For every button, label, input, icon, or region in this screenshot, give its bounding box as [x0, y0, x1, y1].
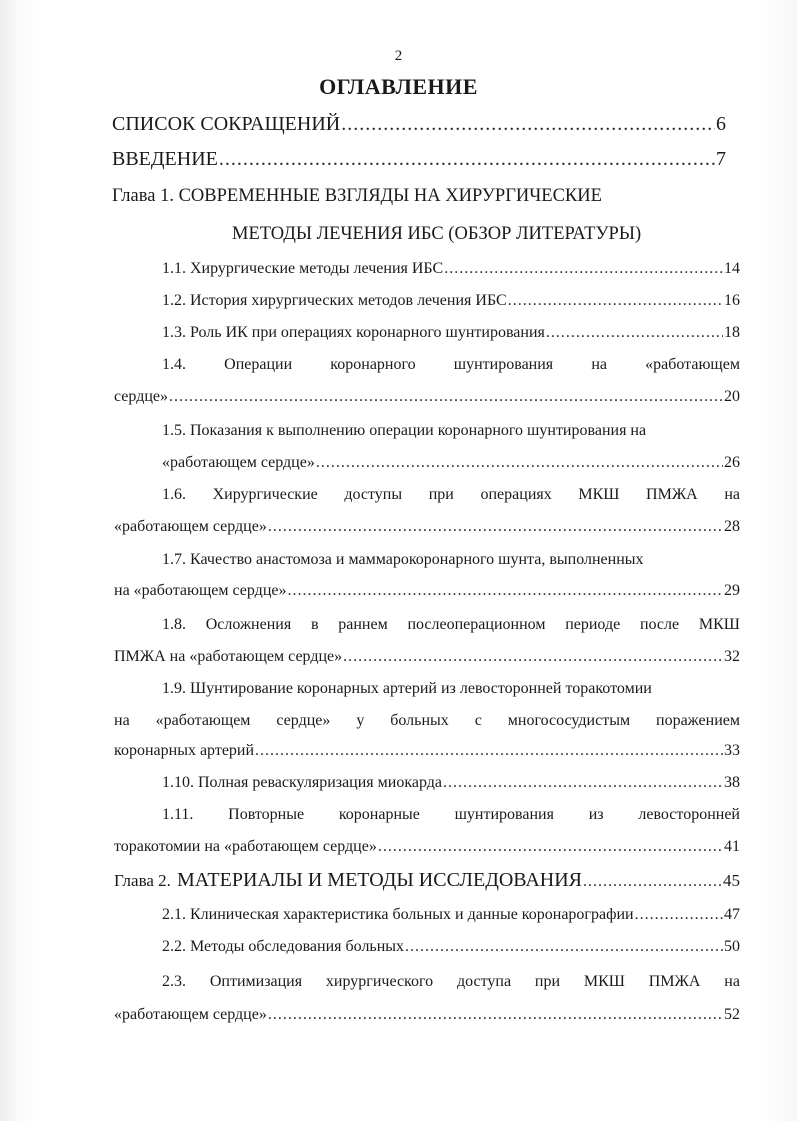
toc-entry-2-3-cont: «работающем сердце» ..... 52: [114, 1006, 740, 1024]
toc-entry-1-5-cont: «работающем сердце» ..... 26: [162, 454, 740, 472]
toc-entry-1-1[interactable]: 1.1. Хирургические методы лечения ИБС ..... 14: [162, 260, 740, 278]
dot-leader: [343, 648, 723, 666]
toc-entry-abbreviations[interactable]: СПИСОК СОКРАЩЕНИЙ ..... 6: [112, 113, 726, 136]
dot-leader: [219, 148, 715, 171]
dot-leader: [443, 774, 723, 792]
toc-entry-2-2[interactable]: 2.2. Методы обследования больных ..... 50: [162, 938, 740, 956]
dot-leader: [378, 838, 723, 856]
toc-entry-2-1[interactable]: 2.1. Клиническая характеристика больных и данные коронарографии ..... 47: [162, 906, 740, 924]
dot-leader: [405, 938, 723, 956]
toc-entry-1-4-cont: сердце» ..... 20: [114, 388, 740, 406]
toc-entry-1-7[interactable]: 1.7. Качество анастомоза и маммарокоронарного шунта, выполненных: [162, 551, 644, 568]
toc-entry-1-6[interactable]: 1.6. Хирургические доступы при операциях МКШ ПМЖА на: [162, 486, 740, 503]
toc-entry-1-9-line2: на «работающем сердце» у больных с многососудистым поражением: [114, 712, 740, 729]
toc-entry-1-8-cont: ПМЖА на «работающем сердце» ..... 32: [114, 648, 740, 666]
dot-leader: [169, 388, 723, 406]
toc-entry-1-7-cont: на «работающем сердце» ..... 29: [114, 582, 740, 600]
toc-entry-1-8[interactable]: 1.8. Осложнения в раннем послеоперационном периоде после МКШ: [162, 616, 740, 633]
dot-leader: [341, 113, 715, 136]
dot-leader: [508, 292, 723, 310]
dot-leader: [546, 324, 723, 342]
dot-leader: [287, 582, 723, 600]
dot-leader: [268, 518, 723, 536]
toc-entry-1-6-cont: «работающем сердце» ..... 28: [114, 518, 740, 536]
dot-leader: [444, 260, 723, 278]
dot-leader: [316, 454, 723, 472]
page-number: 2: [394, 48, 403, 64]
toc-entry-1-9-cont: коронарных артерий ..... 33: [114, 742, 740, 760]
toc-entry-1-11[interactable]: 1.11. Повторные коронарные шунтирования из левосторонней: [162, 806, 740, 823]
dot-leader: [255, 742, 723, 760]
toc-chapter-1-heading[interactable]: Глава 1. СОВРЕМЕННЫЕ ВЗГЛЯДЫ НА ХИРУРГИЧЕСКИЕ: [112, 186, 602, 206]
toc-entry-2-3[interactable]: 2.3. Оптимизация хирургического доступа при МКШ ПМЖА на: [162, 973, 740, 990]
toc-entry-1-4[interactable]: 1.4. Операции коронарного шунтирования на «работающем: [162, 356, 740, 373]
toc-entry-introduction[interactable]: ВВЕДЕНИЕ ..... 7: [112, 148, 726, 171]
toc-chapter-2[interactable]: Глава 2. МАТЕРИАЛЫ И МЕТОДЫ ИССЛЕДОВАНИЯ ..... 45: [114, 869, 740, 892]
toc-entry-1-11-cont: торакотомии на «работающем сердце» ..... 41: [114, 838, 740, 856]
dot-leader: [635, 906, 723, 924]
page-title: ОГЛАВЛЕНИЕ: [319, 74, 478, 99]
dot-leader: [268, 1006, 723, 1024]
toc-entry-1-2[interactable]: 1.2. История хирургических методов лечения ИБС ..... 16: [162, 292, 740, 310]
toc-entry-1-3[interactable]: 1.3. Роль ИК при операциях коронарного шунтирования ..... 18: [162, 324, 740, 342]
dot-leader: [583, 873, 722, 891]
toc-entry-1-9[interactable]: 1.9. Шунтирование коронарных артерий из левосторонней торакотомии: [162, 680, 652, 697]
toc-entry-1-10[interactable]: 1.10. Полная реваскуляризация миокарда ..... 38: [162, 774, 740, 792]
toc-entry-1-5[interactable]: 1.5. Показания к выполнению операции коронарного шунтирования на: [162, 422, 647, 439]
toc-chapter-1-heading-cont: МЕТОДЫ ЛЕЧЕНИЯ ИБС (ОБЗОР ЛИТЕРАТУРЫ): [232, 224, 642, 244]
